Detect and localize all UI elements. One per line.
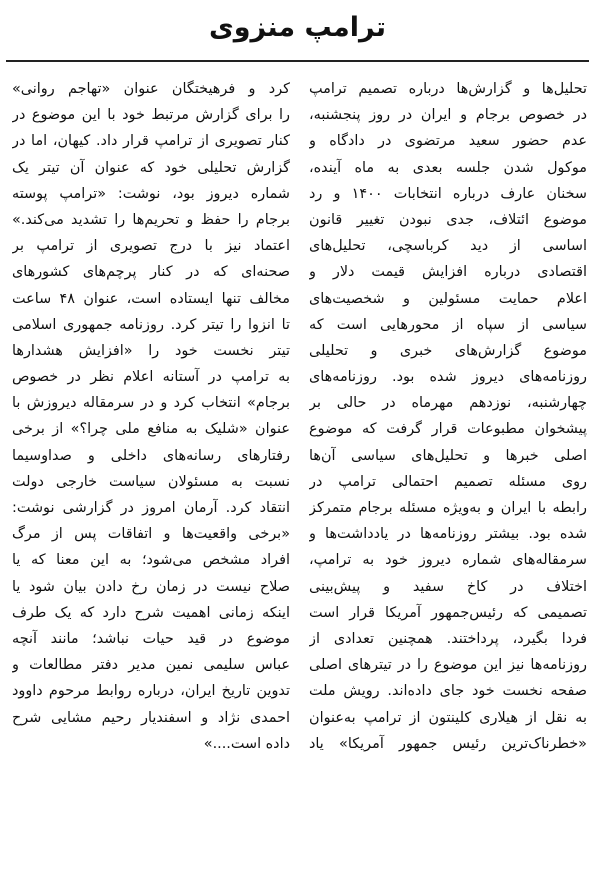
text-line: موضوع در قید حیات نباشد؛ مانند آنچه — [12, 630, 290, 647]
text-line: اصلی خبرها و تحلیل‌های سیاسی آن‌ها — [309, 447, 587, 464]
text-line: تا انزوا را تیتر کرد. روزنامه جمهوری اسلامی — [12, 316, 290, 333]
text-line: سخنان عارف درباره انتخابات ۱۴۰۰ و رد — [309, 185, 587, 202]
text-line: روزنامه‌های دیروز شده بود. روزنامه‌های — [309, 369, 587, 386]
text-line: به ترامپ در آستانه اعلام نظر در خصوص — [12, 369, 290, 386]
text-line: عباس سلیمی نمین مدیر دفتر مطالعات و — [12, 657, 290, 674]
text-line: رابطه با ایران و به‌ویژه مسئله برجام متمرکز — [309, 500, 587, 516]
text-line: فردا بگیرد، پرداختند. همچنین تعدادی از — [309, 630, 587, 647]
headline-rule — [6, 60, 589, 62]
text-line: مخالف تنها ایستاده است، عنوان ۴۸ ساعت — [12, 290, 290, 307]
article-column-right — [309, 76, 587, 757]
text-line: رفتارهای رسانه‌های داخلی و صداوسیما — [12, 447, 290, 464]
text-line: صلاح نیست در زمان رخ دادن بیان شود یا — [12, 578, 290, 595]
text-line: سرمقاله‌های شماره دیروز خود به ترامپ، — [309, 552, 587, 569]
text-line: گزارش تحلیلی خود که عنوان آن تیتر یک — [12, 159, 290, 176]
text-line: «خطرناک‌ترین رئیس جمهور آمریکا» یاد — [309, 735, 587, 752]
text-line: نسبت به مسئولان سیاست خارجی دولت — [12, 473, 290, 490]
text-line: اقتصادی درباره افزایش قیمت دلار و — [309, 264, 587, 281]
text-line: کنار تصویری از ترامپ قرار داد. کیهان، اما در — [12, 133, 290, 150]
text-line: برجام» انتخاب کرد و در سرمقاله دیروزش با — [12, 395, 290, 412]
text-line: تدوین تاریخ ایران، درباره روابط مرحوم داوود — [12, 683, 290, 700]
text-line: موضوع ائتلاف، جدی نبودن تغییر قانون — [309, 211, 587, 228]
text-line: اساسی از دید کرباسچی، تحلیل‌های — [309, 238, 587, 255]
text-line: اختلاف در کاخ سفید و پیش‌بینی — [309, 578, 587, 595]
text-line: موکول شدن جلسه بعدی به ماه آینده، — [309, 159, 587, 176]
text-line: صحنه‌ای که در کنار پرچم‌های کشورهای — [12, 264, 290, 281]
text-line: صفحه نخست خود جای داده‌اند. رویش ملت — [309, 683, 587, 700]
text-line: تحلیل‌ها و گزارش‌ها درباره تصمیم ترامپ — [309, 81, 587, 97]
text-line: سیاسی از سپاه از محورهایی است که — [309, 316, 587, 333]
text-line: روزنامه‌ها نیز این موضوع را در تیترهای اصلی — [309, 657, 587, 674]
text-line: احمدی نژاد و اسفندیار رحیم مشایی شرح — [12, 709, 290, 726]
text-line: به نقل از هیلاری کلینتون از ترامپ به‌عنوان — [309, 709, 587, 726]
text-line: چهارشنبه، نوزدهم مهرماه در حالی بر — [309, 395, 587, 412]
text-line: شماره دیروز بود، نوشت: «ترامپ پوسته — [12, 185, 290, 202]
text-line: برجام را حفظ و تحریم‌ها را تشدید می‌کند.» — [12, 211, 290, 228]
text-line: اعتماد نیز با درج تصویری از ترامپ بر — [12, 238, 290, 255]
article-column-left — [12, 76, 290, 757]
text-line: در خصوص برجام و ایران در روز پنجشنبه، — [309, 107, 587, 124]
text-line: اعلام حمایت مسئولین و شخصیت‌های — [309, 290, 587, 307]
text-line: را برای گزارش مرتبط خود با این موضوع در — [12, 107, 290, 124]
text-line: عنوان «شلیک به منافع ملی چرا؟» از برخی — [12, 421, 290, 438]
text-line: روی مسئله تصمیم احتمالی ترامپ در — [309, 473, 587, 490]
text-line: عدم حضور سعید مرتضوی در دادگاه و — [309, 133, 587, 150]
text-line: کرد و فرهیختگان عنوان «تهاجم روانی» — [12, 81, 290, 97]
text-line: «برخی واقعیت‌ها و اتفاقات پس از مرگ — [12, 526, 290, 543]
text-line: انتقاد کرد. آرمان امروز در گزارشی نوشت: — [12, 500, 290, 516]
text-line: اینکه زمانی اهمیت شرح دارد که یک طرف — [12, 604, 290, 621]
text-line: شده بود. بیشتر روزنامه‌ها در یادداشت‌ها و — [309, 526, 587, 543]
text-line: موضوع گزارش‌های خبری و تحلیلی — [309, 342, 587, 359]
headline: ترامپ منزوی — [209, 12, 386, 43]
text-line: تیتر نخست خود را «افزایش هشدارها — [12, 342, 290, 359]
text-line: پیشخوان مطبوعات قرار گرفت که موضوع — [309, 421, 587, 438]
text-line: داده است....» — [203, 735, 290, 752]
text-line: افراد مشخص می‌شود؛ به این معنا که یا — [12, 552, 290, 569]
text-line: تصمیمی که رئیس‌جمهور آمریکا قرار است — [309, 604, 587, 621]
